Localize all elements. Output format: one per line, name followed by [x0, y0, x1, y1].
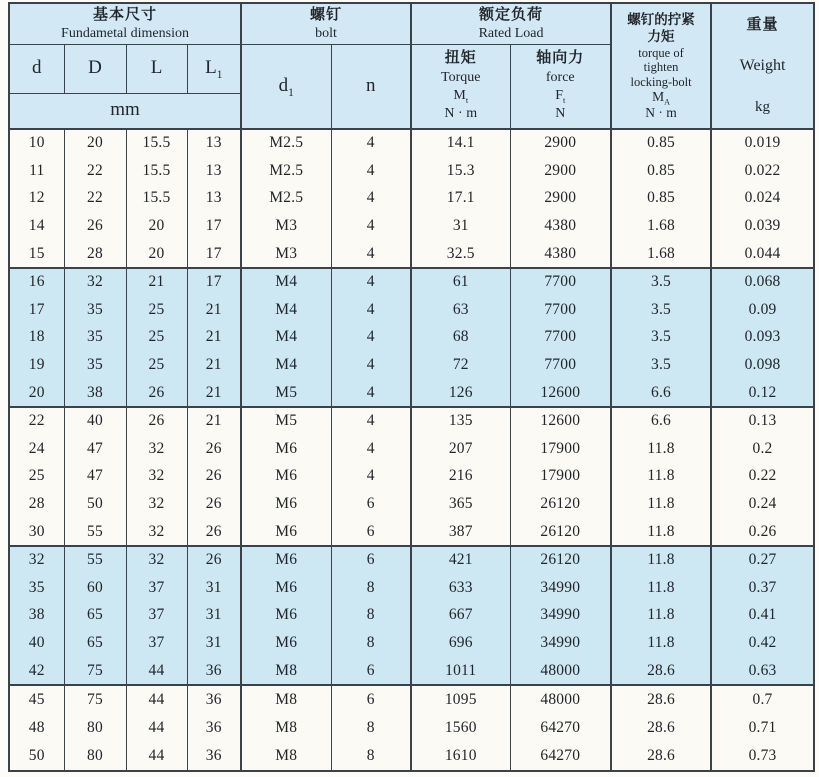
cell-n: 4: [331, 407, 411, 435]
cell-L1: 26: [187, 546, 241, 574]
cell-L: 15.5: [126, 157, 187, 185]
cell-d: 42: [9, 657, 64, 685]
cell-locking_torque_MA_Nm: 28.6: [611, 657, 711, 685]
cell-d1: M2.5: [241, 129, 331, 157]
cell-L1: 17: [187, 212, 241, 240]
cell-locking_torque_MA_Nm: 3.5: [611, 324, 711, 352]
cell-L: 32: [126, 463, 187, 491]
cell-locking_torque_MA_Nm: 11.8: [611, 629, 711, 657]
table-row: [9, 129, 814, 157]
cell-L: 44: [126, 742, 187, 771]
table-row: [9, 518, 814, 546]
cell-L1: 21: [187, 324, 241, 352]
table-row: [9, 435, 814, 463]
table-row: [9, 685, 814, 714]
cell-weight_kg: 0.22: [711, 463, 814, 491]
cell-D: 47: [64, 463, 126, 491]
header-bolt-en: bolt: [315, 26, 337, 42]
cell-n: 8: [331, 629, 411, 657]
cell-d1: M6: [241, 574, 331, 602]
cell-D: 50: [64, 490, 126, 518]
cell-locking_torque_MA_Nm: 11.8: [611, 518, 711, 546]
cell-axial_force_Ft_N: 7700: [510, 351, 611, 379]
cell-d: 35: [9, 574, 64, 602]
cell-weight_kg: 0.098: [711, 351, 814, 379]
cell-d: 50: [9, 742, 64, 771]
cell-d1: M5: [241, 379, 331, 407]
cell-weight_kg: 0.13: [711, 407, 814, 435]
cell-d: 45: [9, 685, 64, 714]
cell-d1: M4: [241, 324, 331, 352]
cell-locking_torque_MA_Nm: 1.68: [611, 212, 711, 240]
cell-d: 22: [9, 407, 64, 435]
cell-torque_Mt_Nm: 17.1: [411, 185, 510, 213]
cell-L: 26: [126, 379, 187, 407]
cell-D: 26: [64, 212, 126, 240]
cell-torque_Mt_Nm: 31: [411, 212, 510, 240]
cell-torque_Mt_Nm: 365: [411, 490, 510, 518]
cell-locking_torque_MA_Nm: 11.8: [611, 490, 711, 518]
cell-axial_force_Ft_N: 2900: [510, 129, 611, 157]
table-row: [9, 574, 814, 602]
cell-torque_Mt_Nm: 667: [411, 602, 510, 630]
table-row: [9, 296, 814, 324]
cell-L: 37: [126, 629, 187, 657]
cell-L: 20: [126, 212, 187, 240]
cell-torque_Mt_Nm: 387: [411, 518, 510, 546]
cell-torque_Mt_Nm: 1095: [411, 685, 510, 714]
cell-d: 20: [9, 379, 64, 407]
table-row: [9, 629, 814, 657]
cell-D: 22: [64, 157, 126, 185]
cell-L1: 36: [187, 685, 241, 714]
cell-d: 17: [9, 296, 64, 324]
cell-n: 4: [331, 129, 411, 157]
cell-weight_kg: 0.039: [711, 212, 814, 240]
cell-L: 25: [126, 324, 187, 352]
cell-L: 37: [126, 602, 187, 630]
cell-L: 32: [126, 435, 187, 463]
table-row: [9, 657, 814, 685]
cell-axial_force_Ft_N: 26120: [510, 546, 611, 574]
cell-L1: 31: [187, 574, 241, 602]
cell-torque_Mt_Nm: 207: [411, 435, 510, 463]
cell-torque_Mt_Nm: 32.5: [411, 240, 510, 268]
header-basic-dimension: [9, 3, 241, 44]
cell-d1: M6: [241, 546, 331, 574]
cell-D: 40: [64, 407, 126, 435]
cell-D: 80: [64, 714, 126, 743]
cell-weight_kg: 0.26: [711, 518, 814, 546]
cell-axial_force_Ft_N: 26120: [510, 490, 611, 518]
cell-d1: M2.5: [241, 185, 331, 213]
col-header-L1: $L_1$: [187, 44, 241, 93]
cell-locking_torque_MA_Nm: 6.6: [611, 379, 711, 407]
cell-weight_kg: 0.019: [711, 129, 814, 157]
cell-weight_kg: 0.73: [711, 742, 814, 771]
cell-D: 32: [64, 268, 126, 296]
row-group: [9, 407, 814, 546]
cell-n: 4: [331, 324, 411, 352]
cell-d1: M4: [241, 351, 331, 379]
cell-d1: M3: [241, 240, 331, 268]
cell-torque_Mt_Nm: 696: [411, 629, 510, 657]
cell-locking_torque_MA_Nm: 0.85: [611, 185, 711, 213]
cell-L: 44: [126, 685, 187, 714]
cell-weight_kg: 0.41: [711, 602, 814, 630]
table-header: [9, 3, 814, 129]
cell-L: 32: [126, 546, 187, 574]
cell-torque_Mt_Nm: 14.1: [411, 129, 510, 157]
cell-d: 11: [9, 157, 64, 185]
weight-en: Weight: [739, 57, 786, 75]
table-row: [9, 602, 814, 630]
cell-D: 80: [64, 742, 126, 771]
cell-D: 28: [64, 240, 126, 268]
force-en: force: [545, 69, 575, 85]
cell-n: 6: [331, 546, 411, 574]
cell-d1: M4: [241, 296, 331, 324]
cell-d: 25: [9, 463, 64, 491]
col-header-D: D: [64, 44, 126, 93]
torque-en: Torque: [441, 69, 481, 85]
cell-torque_Mt_Nm: 135: [411, 407, 510, 435]
cell-axial_force_Ft_N: 7700: [510, 324, 611, 352]
row-group: [9, 129, 814, 268]
torque-symbol: $M_t$: [453, 87, 469, 105]
cell-torque_Mt_Nm: 1560: [411, 714, 510, 743]
cell-torque_Mt_Nm: 68: [411, 324, 510, 352]
cell-L1: 26: [187, 463, 241, 491]
torque-unit: N · m: [444, 106, 478, 122]
cell-d1: M8: [241, 742, 331, 771]
cell-L1: 21: [187, 407, 241, 435]
cell-L1: 17: [187, 240, 241, 268]
table-row: [9, 742, 814, 771]
cell-d: 38: [9, 602, 64, 630]
header-weight: [711, 3, 814, 129]
cell-locking_torque_MA_Nm: 1.68: [611, 240, 711, 268]
cell-torque_Mt_Nm: 421: [411, 546, 510, 574]
cell-d: 16: [9, 268, 64, 296]
col-header-d1: $d_1$: [241, 44, 331, 129]
row-group: [9, 268, 814, 407]
table-row: [9, 546, 814, 574]
cell-d1: M6: [241, 518, 331, 546]
cell-locking_torque_MA_Nm: 0.85: [611, 157, 711, 185]
cell-axial_force_Ft_N: 17900: [510, 463, 611, 491]
cell-axial_force_Ft_N: 64270: [510, 742, 611, 771]
cell-axial_force_Ft_N: 12600: [510, 379, 611, 407]
cell-weight_kg: 0.12: [711, 379, 814, 407]
cell-locking_torque_MA_Nm: 0.85: [611, 129, 711, 157]
cell-weight_kg: 0.37: [711, 574, 814, 602]
cell-D: 75: [64, 657, 126, 685]
cell-n: 8: [331, 574, 411, 602]
cell-d1: M6: [241, 435, 331, 463]
cell-torque_Mt_Nm: 72: [411, 351, 510, 379]
cell-D: 35: [64, 351, 126, 379]
header-rated-en: Rated Load: [478, 26, 544, 42]
cell-torque_Mt_Nm: 216: [411, 463, 510, 491]
cell-d1: M5: [241, 407, 331, 435]
locking-en-line2: tighten: [643, 60, 679, 75]
col-header-torque: [411, 44, 510, 129]
cell-locking_torque_MA_Nm: 28.6: [611, 742, 711, 771]
cell-L: 15.5: [126, 129, 187, 157]
cell-weight_kg: 0.63: [711, 657, 814, 685]
cell-axial_force_Ft_N: 34990: [510, 602, 611, 630]
force-zh: 轴向力: [536, 50, 585, 67]
cell-d1: M6: [241, 490, 331, 518]
cell-weight_kg: 0.044: [711, 240, 814, 268]
cell-torque_Mt_Nm: 633: [411, 574, 510, 602]
cell-d: 12: [9, 185, 64, 213]
table-row: [9, 714, 814, 743]
cell-axial_force_Ft_N: 2900: [510, 157, 611, 185]
locking-symbol: $M_A$: [652, 88, 670, 107]
weight-unit: kg: [755, 98, 771, 115]
cell-n: 8: [331, 602, 411, 630]
cell-axial_force_Ft_N: 4380: [510, 240, 611, 268]
cell-L1: 26: [187, 435, 241, 463]
table-row: [9, 157, 814, 185]
cell-n: 4: [331, 435, 411, 463]
cell-locking_torque_MA_Nm: 11.8: [611, 463, 711, 491]
cell-weight_kg: 0.068: [711, 268, 814, 296]
cell-d1: M6: [241, 629, 331, 657]
cell-weight_kg: 0.09: [711, 296, 814, 324]
table-row: [9, 407, 814, 435]
cell-locking_torque_MA_Nm: 11.8: [611, 546, 711, 574]
cell-n: 6: [331, 518, 411, 546]
cell-D: 35: [64, 296, 126, 324]
cell-n: 8: [331, 714, 411, 743]
cell-torque_Mt_Nm: 1011: [411, 657, 510, 685]
cell-weight_kg: 0.24: [711, 490, 814, 518]
table-row: [9, 463, 814, 491]
cell-locking_torque_MA_Nm: 3.5: [611, 296, 711, 324]
header-basic-en: Fundametal dimension: [61, 26, 189, 42]
header-locking-torque: [611, 3, 711, 129]
cell-L: 32: [126, 490, 187, 518]
cell-L1: 21: [187, 296, 241, 324]
torque-zh: 扭矩: [444, 50, 477, 67]
cell-D: 55: [64, 518, 126, 546]
cell-L: 20: [126, 240, 187, 268]
cell-L1: 13: [187, 129, 241, 157]
table-row: [9, 212, 814, 240]
col-header-n: n: [331, 44, 411, 129]
cell-L1: 36: [187, 657, 241, 685]
cell-n: 4: [331, 157, 411, 185]
cell-locking_torque_MA_Nm: 28.6: [611, 714, 711, 743]
cell-d: 18: [9, 324, 64, 352]
cell-locking_torque_MA_Nm: 3.5: [611, 351, 711, 379]
cell-n: 4: [331, 296, 411, 324]
header-rated-load: [411, 3, 611, 44]
cell-torque_Mt_Nm: 126: [411, 379, 510, 407]
cell-n: 4: [331, 379, 411, 407]
cell-n: 4: [331, 351, 411, 379]
cell-d1: M8: [241, 685, 331, 714]
cell-axial_force_Ft_N: 64270: [510, 714, 611, 743]
cell-L1: 21: [187, 379, 241, 407]
cell-n: 4: [331, 185, 411, 213]
cell-n: 8: [331, 742, 411, 771]
cell-torque_Mt_Nm: 63: [411, 296, 510, 324]
cell-weight_kg: 0.42: [711, 629, 814, 657]
cell-d: 32: [9, 546, 64, 574]
cell-L1: 13: [187, 157, 241, 185]
cell-locking_torque_MA_Nm: 11.8: [611, 602, 711, 630]
cell-L: 32: [126, 518, 187, 546]
cell-locking_torque_MA_Nm: 28.6: [611, 685, 711, 714]
table-row: [9, 240, 814, 268]
table-row: [9, 351, 814, 379]
cell-axial_force_Ft_N: 17900: [510, 435, 611, 463]
cell-n: 6: [331, 490, 411, 518]
cell-L1: 31: [187, 629, 241, 657]
cell-weight_kg: 0.022: [711, 157, 814, 185]
cell-L1: 31: [187, 602, 241, 630]
cell-d: 40: [9, 629, 64, 657]
col-header-d: d: [9, 44, 64, 93]
cell-D: 35: [64, 324, 126, 352]
cell-locking_torque_MA_Nm: 11.8: [611, 435, 711, 463]
cell-d: 48: [9, 714, 64, 743]
cell-n: 4: [331, 212, 411, 240]
cell-axial_force_Ft_N: 12600: [510, 407, 611, 435]
cell-D: 20: [64, 129, 126, 157]
spec-table: [8, 2, 815, 772]
cell-D: 38: [64, 379, 126, 407]
cell-d: 24: [9, 435, 64, 463]
locking-unit: N · m: [645, 105, 677, 121]
cell-axial_force_Ft_N: 48000: [510, 685, 611, 714]
locking-zh-line2: 力矩: [647, 29, 675, 45]
cell-d1: M3: [241, 212, 331, 240]
table-row: [9, 268, 814, 296]
cell-L: 37: [126, 574, 187, 602]
cell-n: 4: [331, 268, 411, 296]
cell-D: 55: [64, 546, 126, 574]
cell-axial_force_Ft_N: 26120: [510, 518, 611, 546]
cell-L: 44: [126, 657, 187, 685]
cell-L: 21: [126, 268, 187, 296]
cell-n: 6: [331, 685, 411, 714]
col-header-L: L: [126, 44, 187, 93]
cell-axial_force_Ft_N: 4380: [510, 212, 611, 240]
cell-d: 15: [9, 240, 64, 268]
cell-torque_Mt_Nm: 61: [411, 268, 510, 296]
cell-D: 60: [64, 574, 126, 602]
table-row: [9, 490, 814, 518]
cell-axial_force_Ft_N: 34990: [510, 574, 611, 602]
header-bolt: [241, 3, 411, 44]
locking-en-line3: locking-bolt: [630, 74, 692, 89]
cell-D: 75: [64, 685, 126, 714]
weight-zh: 重量: [746, 17, 779, 33]
cell-weight_kg: 0.71: [711, 714, 814, 743]
cell-d: 10: [9, 129, 64, 157]
cell-d1: M6: [241, 602, 331, 630]
table-row: [9, 379, 814, 407]
cell-locking_torque_MA_Nm: 6.6: [611, 407, 711, 435]
cell-L: 15.5: [126, 185, 187, 213]
cell-L1: 17: [187, 268, 241, 296]
locking-en-line1: torque of: [638, 45, 684, 60]
header-bolt-zh: 螺钉: [310, 6, 343, 23]
cell-L1: 21: [187, 351, 241, 379]
cell-L1: 36: [187, 742, 241, 771]
cell-L1: 36: [187, 714, 241, 743]
cell-n: 4: [331, 463, 411, 491]
cell-d1: M4: [241, 268, 331, 296]
cell-torque_Mt_Nm: 15.3: [411, 157, 510, 185]
cell-axial_force_Ft_N: 34990: [510, 629, 611, 657]
cell-D: 22: [64, 185, 126, 213]
row-group: [9, 685, 814, 771]
cell-D: 65: [64, 629, 126, 657]
cell-d1: M8: [241, 657, 331, 685]
cell-d1: M2.5: [241, 157, 331, 185]
table-row: [9, 324, 814, 352]
cell-axial_force_Ft_N: 7700: [510, 296, 611, 324]
cell-locking_torque_MA_Nm: 11.8: [611, 574, 711, 602]
cell-locking_torque_MA_Nm: 3.5: [611, 268, 711, 296]
cell-d1: M8: [241, 714, 331, 743]
cell-L: 26: [126, 407, 187, 435]
col-header-axial-force: [510, 44, 611, 129]
cell-L: 25: [126, 351, 187, 379]
cell-torque_Mt_Nm: 1610: [411, 742, 510, 771]
header-basic-zh: 基本尺寸: [92, 6, 157, 23]
cell-L1: 26: [187, 518, 241, 546]
cell-d: 28: [9, 490, 64, 518]
cell-D: 47: [64, 435, 126, 463]
cell-d1: M6: [241, 463, 331, 491]
cell-axial_force_Ft_N: 2900: [510, 185, 611, 213]
locking-zh-line1: 螺钉的拧紧: [627, 11, 695, 27]
cell-weight_kg: 0.7: [711, 685, 814, 714]
force-symbol: $F_t$: [555, 87, 566, 105]
header-rated-zh: 额定负荷: [479, 6, 544, 23]
cell-weight_kg: 0.093: [711, 324, 814, 352]
cell-weight_kg: 0.2: [711, 435, 814, 463]
cell-weight_kg: 0.024: [711, 185, 814, 213]
cell-L: 25: [126, 296, 187, 324]
cell-D: 65: [64, 602, 126, 630]
cell-L1: 26: [187, 490, 241, 518]
cell-weight_kg: 0.27: [711, 546, 814, 574]
cell-d: 30: [9, 518, 64, 546]
cell-L: 44: [126, 714, 187, 743]
mm-unit-cell: mm: [9, 93, 241, 129]
force-unit: N: [555, 106, 566, 122]
cell-L1: 13: [187, 185, 241, 213]
cell-axial_force_Ft_N: 7700: [510, 268, 611, 296]
table-row: [9, 185, 814, 213]
cell-d: 14: [9, 212, 64, 240]
cell-axial_force_Ft_N: 48000: [510, 657, 611, 685]
cell-d: 19: [9, 351, 64, 379]
row-group: [9, 546, 814, 685]
cell-n: 4: [331, 240, 411, 268]
cell-n: 6: [331, 657, 411, 685]
